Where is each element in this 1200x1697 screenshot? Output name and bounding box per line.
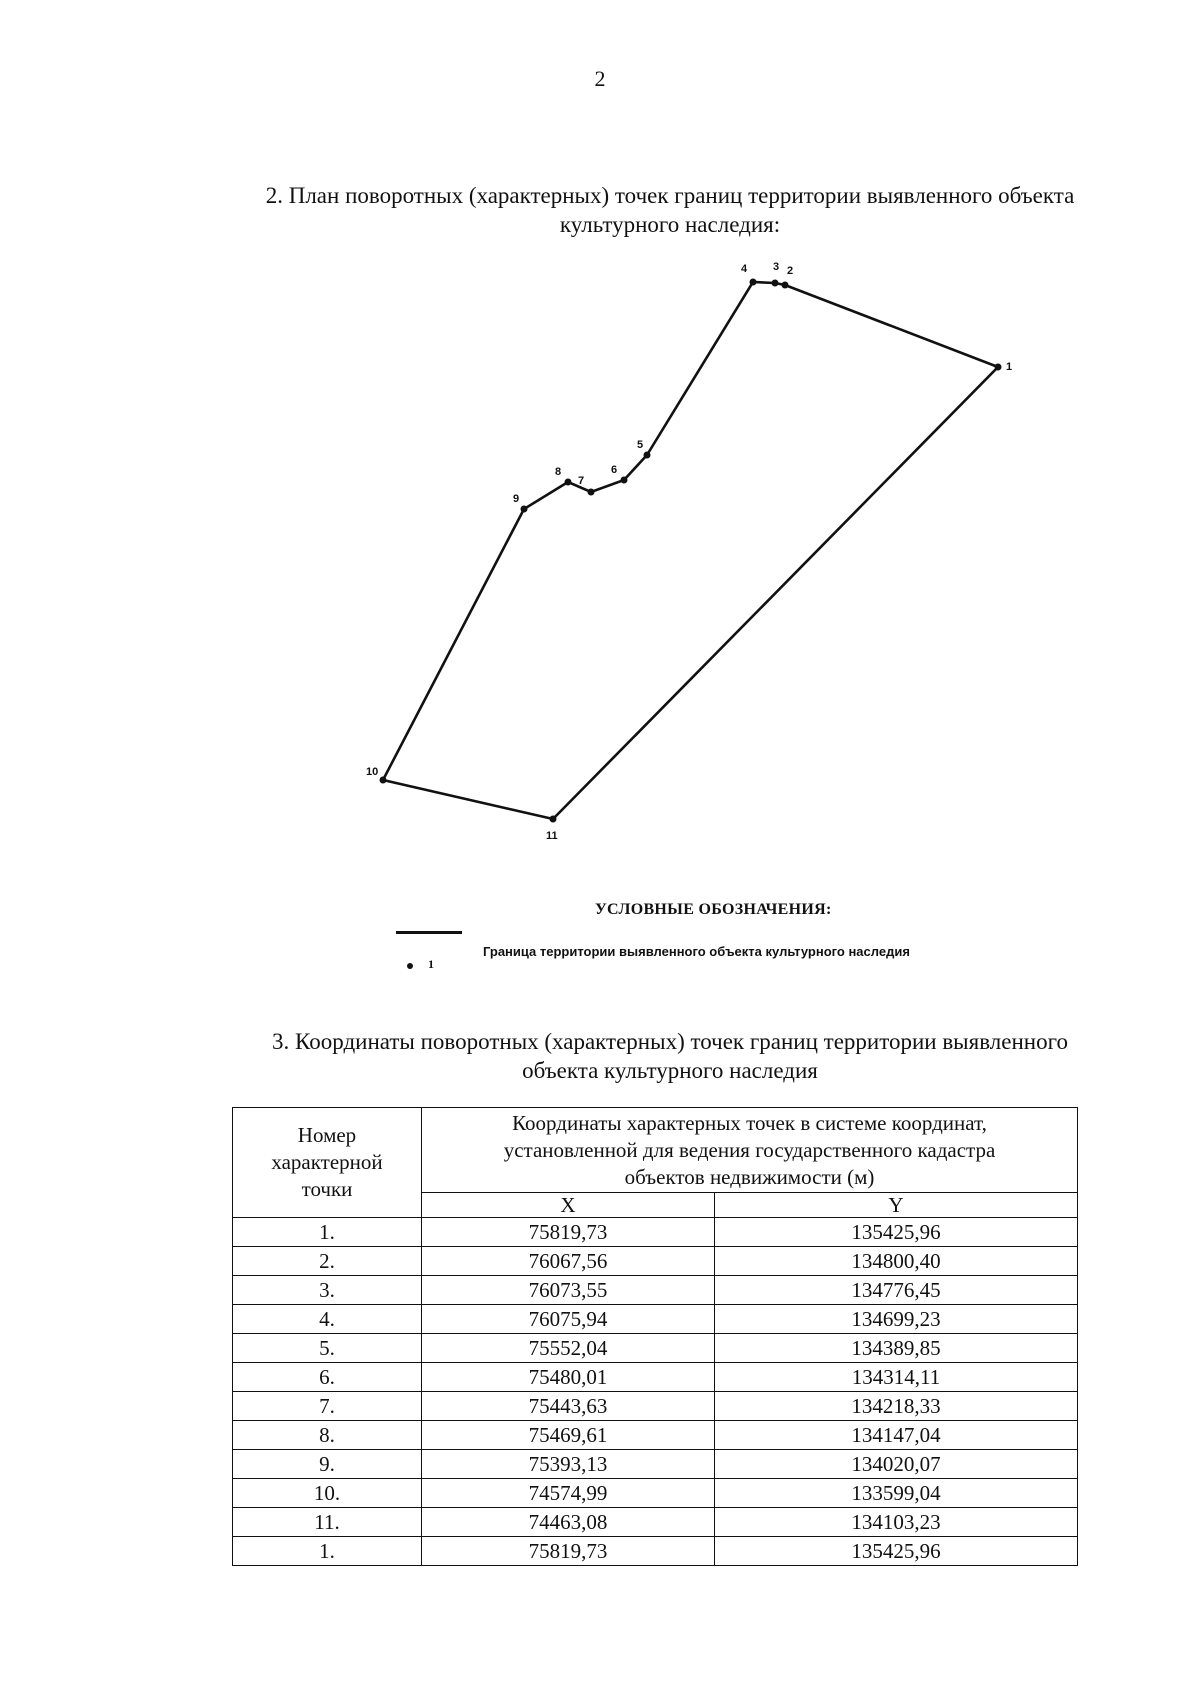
cell-point-number: 2. (233, 1247, 422, 1276)
cell-x: 74463,08 (422, 1508, 715, 1537)
cell-point-number: 1. (233, 1218, 422, 1247)
cell-point-number: 6. (233, 1363, 422, 1392)
cell-x: 75819,73 (422, 1218, 715, 1247)
boundary-polygon (383, 282, 998, 819)
cell-point-number: 4. (233, 1305, 422, 1334)
header-coordinates-line-1: Координаты характерных точек в системе координат, (512, 1110, 987, 1135)
header-point-number-line-2: характерной (271, 1150, 383, 1174)
table-row (233, 1537, 1078, 1566)
header-coordinates-line-2: установленной для ведения государственного кадастра (503, 1137, 996, 1162)
cell-y: 133599,04 (715, 1479, 1078, 1508)
table-row (233, 1508, 1078, 1537)
cell-y: 134147,04 (715, 1421, 1078, 1450)
legend-vertex-label: 1 (428, 957, 434, 971)
section-3-heading (220, 1027, 1120, 1085)
cell-y: 134776,45 (715, 1276, 1078, 1305)
cell-x: 74574,99 (422, 1479, 715, 1508)
cell-y: 134020,07 (715, 1450, 1078, 1479)
table-row (233, 1421, 1078, 1450)
cell-y: 134699,23 (715, 1305, 1078, 1334)
section-3-heading-line-2: объекта культурного наследия (522, 1058, 818, 1083)
legend-description: Граница территории выявленного объекта культурного наследия (483, 944, 910, 959)
cell-x: 76067,56 (422, 1247, 715, 1276)
legend-boundary-line-symbol (396, 931, 462, 934)
header-point-number-line-3: точки (301, 1177, 353, 1201)
boundary-vertices (380, 279, 1002, 823)
vertex-7 (588, 489, 595, 496)
vertex-label-5: 5 (637, 439, 644, 451)
legend-vertex-dot-icon (407, 963, 413, 969)
cell-point-number: 8. (233, 1421, 422, 1450)
page-number: 2 (594, 66, 606, 91)
cell-x: 75819,73 (422, 1537, 715, 1566)
table-row (233, 1334, 1078, 1363)
vertex-label-2: 2 (787, 265, 794, 277)
vertex-9 (521, 506, 528, 513)
cell-y: 134314,11 (715, 1363, 1078, 1392)
cell-y: 134800,40 (715, 1247, 1078, 1276)
cell-point-number: 10. (233, 1479, 422, 1508)
cell-x: 75480,01 (422, 1363, 715, 1392)
cell-point-number: 5. (233, 1334, 422, 1363)
table-row (233, 1392, 1078, 1421)
vertex-5 (644, 452, 651, 459)
table-row (233, 1276, 1078, 1305)
legend-title: УСЛОВНЫЕ ОБОЗНАЧЕНИЯ: (595, 901, 832, 918)
section-2-heading-line-1: 2. План поворотных (характерных) точек границ территории выявленного объекта (265, 183, 1075, 208)
header-point-number-line-1: Номер (297, 1123, 357, 1147)
vertex-11 (550, 816, 557, 823)
vertex-6 (621, 477, 628, 484)
cell-x: 75443,63 (422, 1392, 715, 1421)
table-row (233, 1247, 1078, 1276)
header-point-number (233, 1108, 422, 1218)
cell-y: 134218,33 (715, 1392, 1078, 1421)
cell-x: 75393,13 (422, 1450, 715, 1479)
header-coordinates-line-3: объектов недвижимости (м) (624, 1164, 875, 1189)
vertex-label-11: 11 (546, 830, 558, 842)
vertex-1 (995, 364, 1002, 371)
cell-point-number: 11. (233, 1508, 422, 1537)
cell-point-number: 7. (233, 1392, 422, 1421)
cell-y: 134389,85 (715, 1334, 1078, 1363)
table-row (233, 1479, 1078, 1508)
section-2-heading-line-2: культурного наследия: (559, 212, 781, 237)
vertex-8 (565, 479, 572, 486)
table-row (233, 1305, 1078, 1334)
vertex-label-10: 10 (366, 766, 379, 778)
header-x: X (422, 1193, 715, 1218)
header-coordinates (422, 1108, 1078, 1193)
cell-point-number: 3. (233, 1276, 422, 1305)
header-y: Y (715, 1193, 1078, 1218)
section-3-heading-line-1: 3. Координаты поворотных (характерных) точек границ территории выявленного (272, 1029, 1068, 1054)
vertex-labels (366, 261, 1012, 842)
vertex-10 (380, 777, 387, 784)
vertex-label-3: 3 (773, 261, 780, 273)
vertex-label-7: 7 (578, 475, 585, 487)
table-row (233, 1363, 1078, 1392)
vertex-2 (782, 282, 789, 289)
vertex-label-9: 9 (513, 493, 520, 505)
vertex-3 (772, 280, 779, 287)
table-row (233, 1218, 1078, 1247)
vertex-label-4: 4 (741, 263, 748, 275)
vertex-label-8: 8 (555, 466, 562, 478)
vertex-4 (750, 279, 757, 286)
cell-point-number: 9. (233, 1450, 422, 1479)
vertex-label-1: 1 (1006, 361, 1013, 373)
coordinates-table (232, 1107, 1078, 1566)
cell-y: 135425,96 (715, 1218, 1078, 1247)
cell-point-number: 1. (233, 1537, 422, 1566)
cell-y: 135425,96 (715, 1537, 1078, 1566)
cell-x: 75552,04 (422, 1334, 715, 1363)
cell-x: 76073,55 (422, 1276, 715, 1305)
cell-x: 75469,61 (422, 1421, 715, 1450)
table-row (233, 1450, 1078, 1479)
cell-y: 134103,23 (715, 1508, 1078, 1537)
coordinates-table-body (233, 1218, 1078, 1566)
vertex-label-6: 6 (611, 464, 618, 476)
cell-x: 76075,94 (422, 1305, 715, 1334)
